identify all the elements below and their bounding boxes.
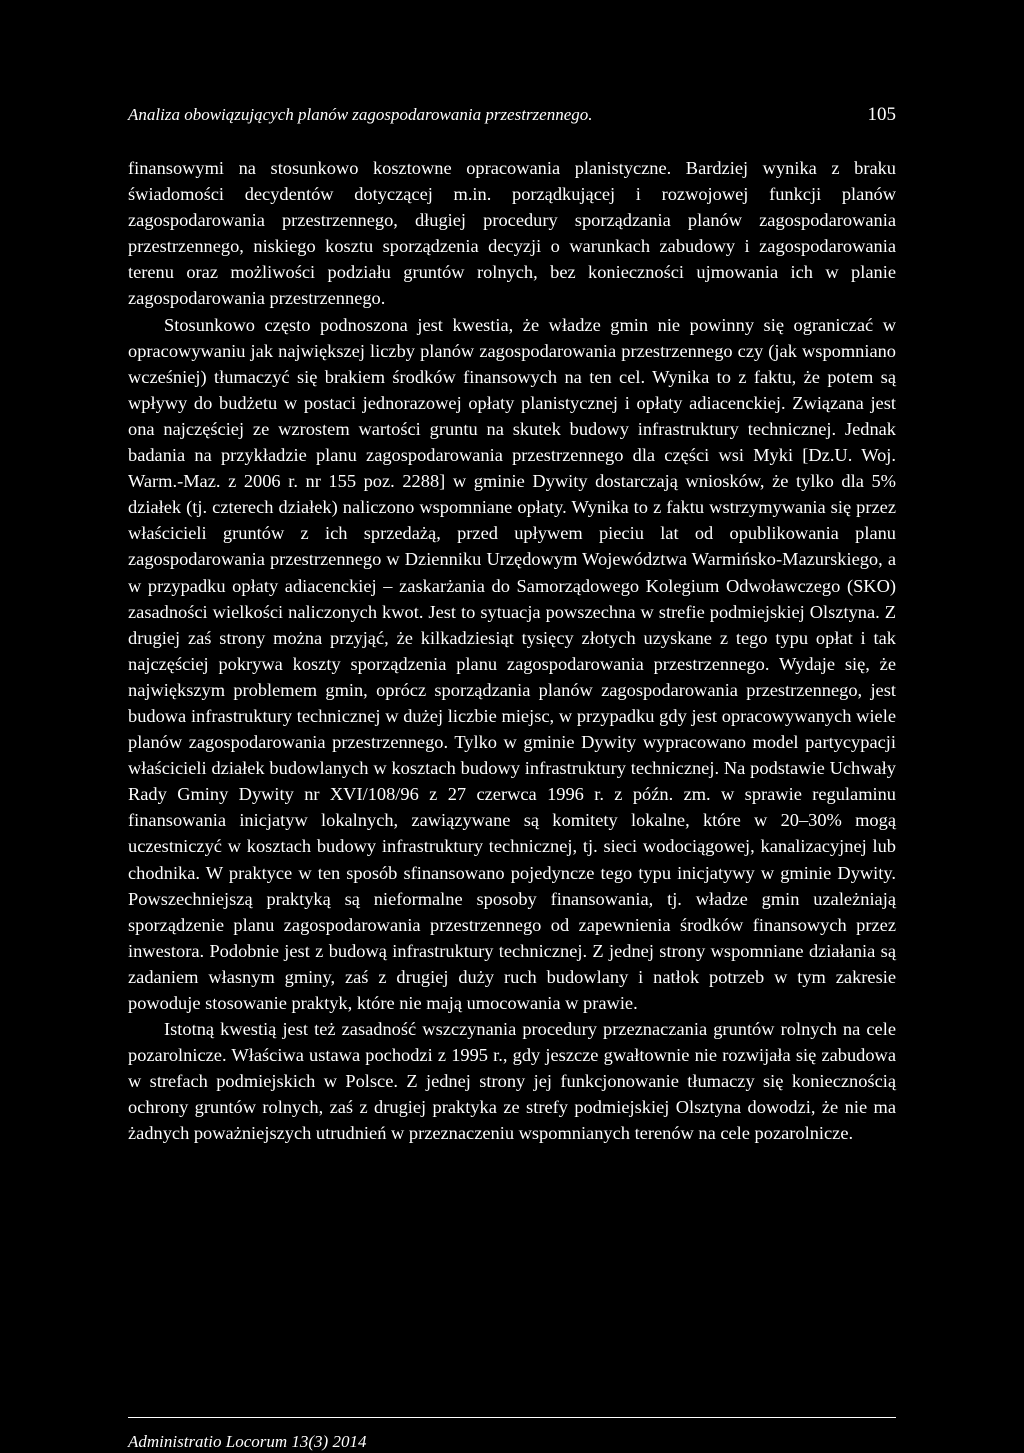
body-text xyxy=(128,155,896,1147)
paragraph-continued: finansowymi na stosunkowo kosztowne opracowania planistyczne. Bardziej wynika z braku świadomości decydentów dotyczącej m.in. porządkującej i rozwojowej funkcji planów zagospodarowania przestrzennego, długiej procedury sporządzania planów zagospodarowania przestrzennego, niskiego kosztu sporządzenia decyzji o warunkach zabudowy i zagospodarowania terenu oraz możliwości podziału gruntów rolnych, bez konieczności ujmowania ich w planie zagospodarowania przestrzennego. xyxy=(128,158,896,309)
document-page xyxy=(128,0,896,1453)
paragraph-agricultural-land: Istotną kwestią jest też zasadność wszczynania procedury przeznaczania gruntów rolnych na cele pozarolnicze. Właściwa ustawa pochodzi z 1995 r., gdy jeszcze gwałtownie nie rozwijała się zabudowa w strefach podmiejskich w Polsce. Z jednej strony jej funkcjonowanie tłumaczy się koniecznością ochrony gruntów rolnych, zaś z drugiej praktyka ze strefy podmiejskiej Olsztyna dowodzi, że nie ma żadnych poważniejszych utrudnień w przeznaczeniu wspomnianych terenów na cele pozarolnicze. xyxy=(128,1019,896,1144)
running-title: Analiza obowiązujących planów zagospodarowania przestrzennego. xyxy=(128,105,593,124)
footer-divider xyxy=(128,1417,896,1418)
running-header xyxy=(128,102,896,128)
paragraph-fees: Stosunkowo często podnoszona jest kwestia, że władze gmin nie powinny się ograniczać w opracowywaniu jak największej liczby planów zagospodarowania przestrzennego czy (jak wspomniano wcześniej) tłumaczyć się brakiem środków finansowych na ten cel. Wynika to z faktu, że potem są wpływy do budżetu w postaci jednorazowej opłaty planistycznej i opłaty adiacenckiej. Związana jest ona najczęściej ze wzrostem wartości gruntu na skutek budowy infrastruktury technicznej. Jednak badania na przykładzie planu zagospodarowania przestrzennego dla części wsi Myki [Dz.U. Woj. Warm.-Maz. z 2006 r. nr 155 poz. 2288] w gminie Dywity dostarczają wniosków, że tylko dla 5% działek (tj. czterech działek) naliczono wspomniane opłaty. Wynika to z faktu wstrzymywania się przez właścicieli gruntów z ich sprzedażą, przed upływem pieciu lat od opublikowania planu zagospodarowania przestrzennego w Dzienniku Urzędowym Województwa Warmińsko-Mazurskiego, a w przypadku opłaty adiacenckiej – zaskarżania do Samorządowego Kolegium Odwoławczego (SKO) zasadności wielkości naliczonych kwot. Jest to sytuacja powszechna w strefie podmiejskiej Olsztyna. Z drugiej zaś strony można przyjąć, że kilkadziesiąt tysięcy złotych uzyskane z tego typu opłat i tak najczęściej pokrywa koszty sporządzenia planu zagospodarowania przestrzennego. Wydaje się, że największym problemem gmin, oprócz sporządzania planów zagospodarowania przestrzennego, jest budowa infrastruktury technicznej w dużej liczbie miejsc, w przypadku gdy jest opracowywanych wiele planów zagospodarowania przestrzennego. Tylko w gminie Dywity wypracowano model partycypacji właścicieli działek budowlanych w kosztach budowy infrastruktury technicznej. Na podstawie Uchwały Rady Gminy Dywity nr XVI/108/96 z 27 czerwca 1996 r. z późn. zm. w sprawie regulaminu finansowania inicjatyw lokalnych, zawiązywane są komitety lokalne, które w 20–30% mogą uczestniczyć w kosztach budowy infrastruktury technicznej, tj. sieci wodociągowej, kanalizacyjnej lub chodnika. W praktyce w ten sposób sfinansowano pojedyncze tego typu inicjatywy w gminie Dywity. Powszechniejszą praktyką są nieformalne sposoby finansowania, tj. władze gmin uzależniają sporządzenie planu zagospodarowania przestrzennego od zapewnienia środków finansowych przez inwestora. Podobnie jest z budową infrastruktury technicznej. Z jednej strony wspomniane działania są zadaniem własnym gminy, zaś z drugiej duży ruch budowlany i natłok potrzeb w tym zakresie powoduje stosowanie praktyk, które nie mają umocowania w prawie. xyxy=(128,314,896,1013)
page-number: 105 xyxy=(867,104,896,125)
journal-footer: Administratio Locorum 13(3) 2014 xyxy=(128,1432,367,1451)
